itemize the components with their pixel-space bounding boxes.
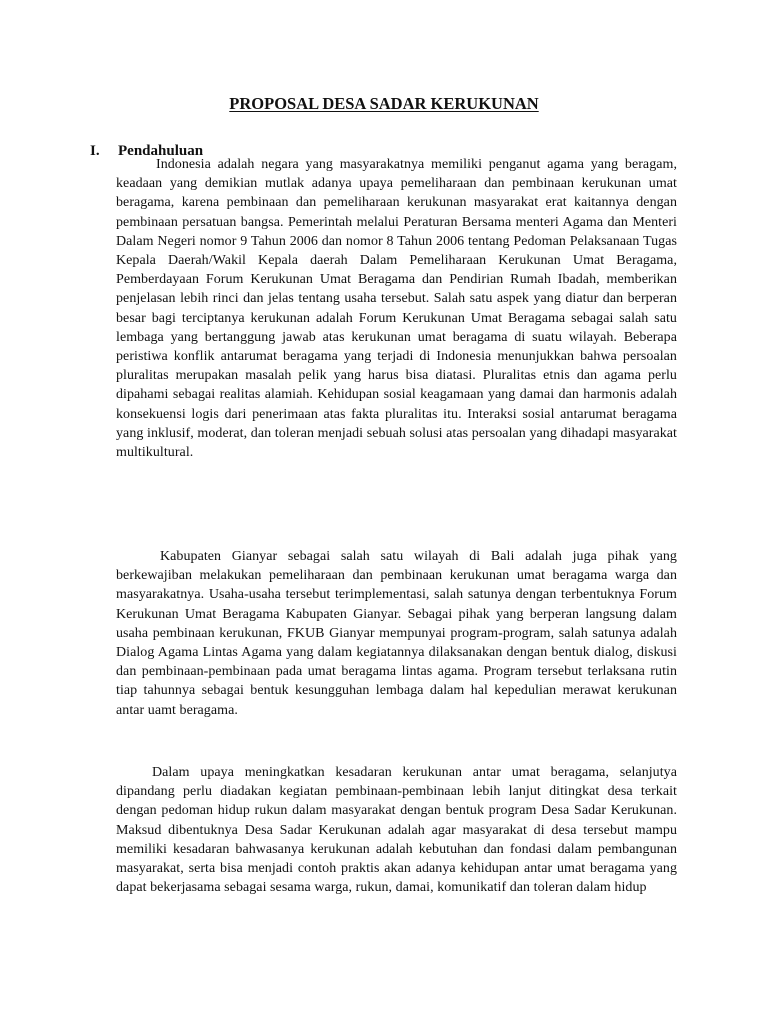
paragraph-1: Indonesia adalah negara yang masyarakatnya memiliki penganut agama yang beragam, keadaan yang demikian mutlak adanya upaya pemeliharaan dan pembinaan kerukunan umat beragama, karena pembinaan dan pemeliharaan kerukunan masyarakat erat kaitannya dengan pembinaan persatuan bangsa. Pemerintah melalui Peraturan Bersama menteri Agama dan Menteri Dalam Negeri nomor 9 Tahun 2006 dan nomor 8 Tahun 2006 tentang Pedoman Pelaksanaan Tugas Kepala Daerah/Wakil Kepala daerah Dalam Pemeliharaan Kerukunan Umat Beragama, Pemberdayaan Forum Kerukunan Umat Beragama dan Pendirian Rumah Ibadah, memberikan penjelasan lebih rinci dan jelas tentang usaha tersebut. Salah satu aspek yang diatur dan berperan besar bagi terciptanya kerukunan adalah Forum Kerukunan Umat Beragama sebagai salah satu lembaga yang bertanggung jawab atas kerukunan umat beragama di suatu wilayah. Beberapa peristiwa konflik antarumat beragama yang terjadi di Indonesia menunjukkan bahwa persoalan pluralitas merupakan masalah pelik yang harus bisa diatasi. Pluralitas etnis dan agama perlu dipahami sebagai realitas alamiah. Kehidupan sosial keagamaan yang damai dan harmonis adalah konsekuensi logis dari penerimaan atas fakta pluralitas itu. Interaksi sosial antarumat beragama yang inklusif, moderat, dan toleran menjadi sebuah solusi atas persoalan yang dihadapi masyarakat multikultural. [116,157,677,461]
section-number: I. [90,143,100,159]
paragraph-2: Kabupaten Gianyar sebagai salah satu wilayah di Bali adalah juga pihak yang berkewajiban melakukan pemeliharaan dan pembinaan kerukunan umat beragama warga dan masyarakatnya. Usaha-usaha tersebut terimplementasi, salah satunya dengan terbentuknya Forum Kerukunan Umat Beragama Kabupaten Gianyar. Sebagai pihak yang berperan langsung dalam usaha pembinaan kerukunan, FKUB Gianyar mempunyai program-program, salah satunya adalah Dialog Agama Lintas Agama yang dalam kegiatannya dilaksanakan dengan bentuk dialog, diskusi dan pembinaan-pembinaan pada umat beragama lintas agama. Program tersebut terlaksana rutin tiap tahunnya sebagai bentuk kesungguhan lembaga dalam hal kepedulian merawat kerukunan antar uamt beragama. [116,549,677,718]
document-title: PROPOSAL DESA SADAR KERUKUNAN [229,94,539,113]
paragraph-3: Dalam upaya meningkatkan kesadaran kerukunan antar umat beragama, selanjutya dipandang perlu diadakan kegiatan pembinaan-pembinaan lebih lanjut ditingkat desa terkait dengan pedoman hidup rukun dalam masyarakat dengan bentuk program Desa Sadar Kerukunan. Maksud dibentuknya Desa Sadar Kerukunan adalah agar masyarakat di desa tersebut mampu memiliki kesadaran bahwasanya kerukunan adalah kebutuhan dan fondasi dalam pembangunan masyarakat, serta bisa menjadi contoh praktis akan adanya kehidupan antar umat beragama yang dapat bekerjasama sebagai sesama warga, rukun, damai, komunikatif dan toleran dalam hidup [116,765,677,896]
section-title: Pendahuluan [118,143,204,159]
